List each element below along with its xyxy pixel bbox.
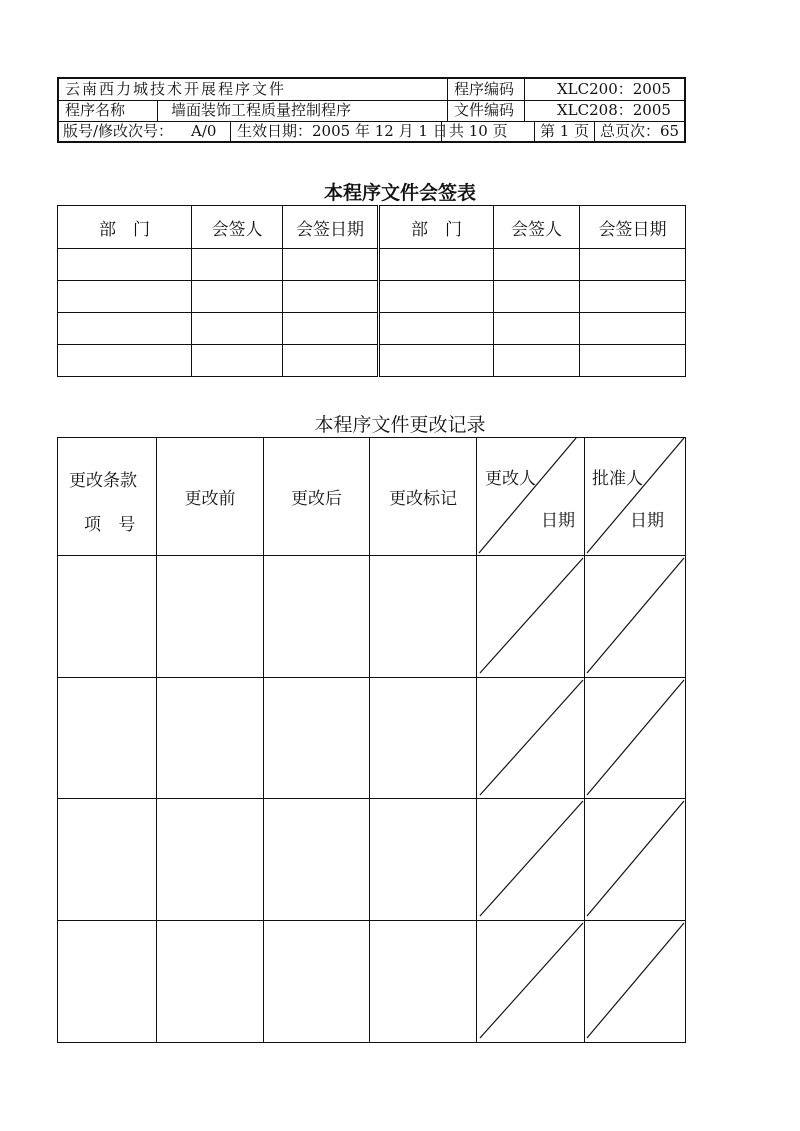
table-cell[interactable]	[379, 345, 494, 377]
table-row	[58, 921, 686, 1043]
table-cell[interactable]	[477, 556, 585, 678]
diagonal-line	[585, 438, 685, 555]
table-cell[interactable]	[58, 921, 157, 1043]
table-cell[interactable]	[58, 678, 157, 799]
header-cell-changer	[477, 438, 585, 556]
diagonal-line	[477, 921, 584, 1042]
table-cell[interactable]	[585, 678, 686, 799]
header-divider	[594, 121, 595, 143]
diagonal-line	[477, 556, 584, 677]
header-divider	[534, 121, 535, 143]
header-cell: 会签日期	[580, 206, 686, 249]
table-cell[interactable]	[494, 281, 580, 313]
header-cell: 会签人	[494, 206, 580, 249]
version-value: A/0	[191, 122, 217, 140]
header-cell-before: 更改前	[157, 438, 264, 556]
approver-label: 批准人	[592, 469, 643, 489]
sign-table	[57, 205, 686, 377]
table-cell[interactable]	[192, 313, 283, 345]
table-cell[interactable]	[58, 345, 192, 377]
page-number: 第 1 页	[540, 122, 590, 140]
table-cell[interactable]	[264, 556, 370, 678]
table-cell[interactable]	[157, 556, 264, 678]
file-code-value: XLC208：2005	[557, 101, 671, 119]
table-cell[interactable]	[370, 799, 477, 921]
diagonal-line	[585, 921, 685, 1042]
diagonal-line	[585, 556, 685, 677]
table-cell[interactable]	[477, 799, 585, 921]
header-cell: 会签人	[192, 206, 283, 249]
table-header-row	[58, 438, 686, 556]
code-value: XLC200：2005	[557, 80, 671, 98]
table-cell[interactable]	[58, 249, 192, 281]
table-cell[interactable]	[585, 921, 686, 1043]
change-table	[57, 437, 686, 1043]
header-cell-after: 更改后	[264, 438, 370, 556]
table-cell[interactable]	[192, 345, 283, 377]
table-cell[interactable]	[494, 313, 580, 345]
header-divider	[157, 100, 158, 121]
table-cell[interactable]	[283, 281, 379, 313]
table-row	[58, 313, 686, 345]
table-cell[interactable]	[283, 345, 379, 377]
header-cell-mark: 更改标记	[370, 438, 477, 556]
table-header-row	[58, 206, 686, 249]
table-cell[interactable]	[58, 556, 157, 678]
table-cell[interactable]	[157, 799, 264, 921]
change-table-title: 本程序文件更改记录	[314, 414, 486, 436]
table-cell[interactable]	[580, 313, 686, 345]
version-label: 版号/修改次号：	[63, 122, 174, 140]
table-row	[58, 345, 686, 377]
diagonal-line	[477, 438, 584, 555]
table-cell[interactable]	[283, 313, 379, 345]
header-divider	[230, 121, 231, 143]
sign-table-title: 本程序文件会签表	[323, 182, 476, 204]
table-cell[interactable]	[585, 799, 686, 921]
approver-date-label: 日期	[630, 511, 664, 531]
code-label: 程序编码	[454, 80, 515, 98]
name-label: 程序名称	[65, 101, 126, 119]
clause-label-line2: 项 号	[84, 515, 142, 535]
table-cell[interactable]	[580, 345, 686, 377]
table-cell[interactable]	[477, 678, 585, 799]
header-cell-approver	[585, 438, 686, 556]
header-cell-clause	[58, 438, 157, 556]
table-cell[interactable]	[58, 799, 157, 921]
table-cell[interactable]	[283, 249, 379, 281]
name-value: 墙面装饰工程质量控制程序	[171, 101, 352, 119]
total-page-count: 总页次：65	[600, 122, 680, 140]
document-header	[57, 77, 686, 143]
table-cell[interactable]	[157, 678, 264, 799]
table-cell[interactable]	[264, 921, 370, 1043]
table-cell[interactable]	[580, 249, 686, 281]
table-cell[interactable]	[580, 281, 686, 313]
table-row	[58, 249, 686, 281]
table-cell[interactable]	[370, 921, 477, 1043]
effective-date: 生效日期：2005 年 12 月 1 日	[237, 122, 448, 140]
table-cell[interactable]	[264, 799, 370, 921]
table-cell[interactable]	[157, 921, 264, 1043]
table-cell[interactable]	[494, 345, 580, 377]
table-cell[interactable]	[192, 249, 283, 281]
diagonal-line	[477, 678, 584, 798]
table-cell[interactable]	[58, 313, 192, 345]
org-title: 云南西力城技术开展程序文件	[65, 80, 287, 98]
table-cell[interactable]	[370, 556, 477, 678]
table-row	[58, 556, 686, 678]
header-cell: 部 门	[379, 206, 494, 249]
table-cell[interactable]	[379, 249, 494, 281]
table-cell[interactable]	[58, 281, 192, 313]
table-cell[interactable]	[379, 281, 494, 313]
table-cell[interactable]	[585, 556, 686, 678]
diagonal-line	[477, 799, 584, 920]
table-cell[interactable]	[379, 313, 494, 345]
table-cell[interactable]	[192, 281, 283, 313]
header-cell: 会签日期	[283, 206, 379, 249]
table-row	[58, 281, 686, 313]
changer-date-label: 日期	[541, 511, 575, 531]
total-pages: 共 10 页	[449, 122, 508, 140]
clause-label-line1: 更改条款	[69, 471, 137, 491]
table-cell[interactable]	[264, 678, 370, 799]
header-divider	[447, 79, 448, 121]
table-row	[58, 678, 686, 799]
diagonal-line	[585, 678, 685, 798]
header-divider	[524, 79, 525, 121]
table-row	[58, 799, 686, 921]
file-code-label: 文件编码	[454, 101, 515, 119]
header-cell: 部 门	[58, 206, 192, 249]
changer-label: 更改人	[485, 469, 536, 489]
table-cell[interactable]	[477, 921, 585, 1043]
diagonal-line	[585, 799, 685, 920]
table-cell[interactable]	[370, 678, 477, 799]
table-cell[interactable]	[494, 249, 580, 281]
